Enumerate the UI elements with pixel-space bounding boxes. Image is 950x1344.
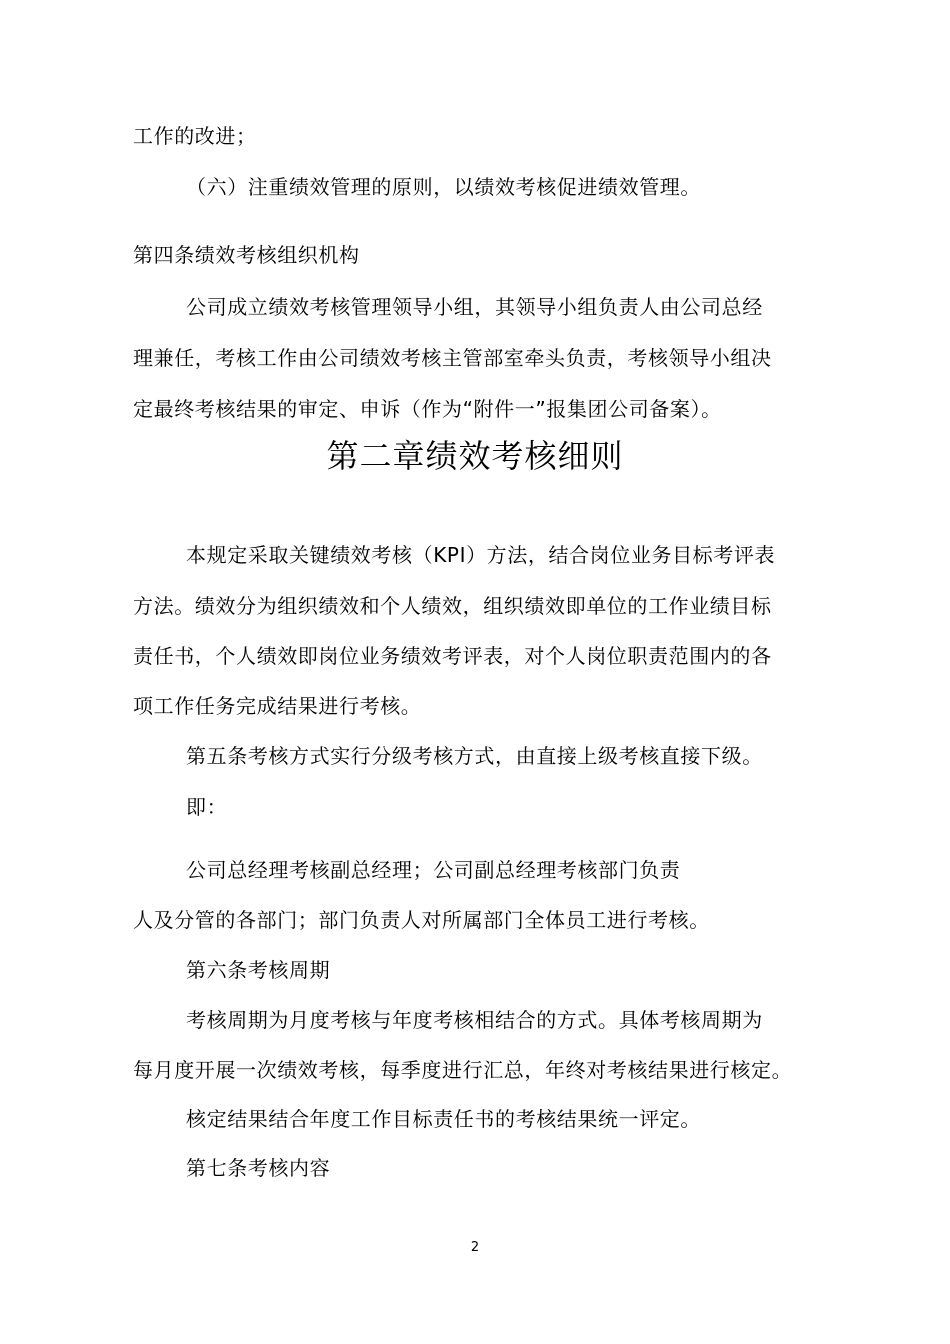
article-heading: 第四条绩效考核组织机构 bbox=[133, 243, 360, 267]
paragraph-line: 方法。绩效分为组织绩效和个人绩效，组织绩效即单位的工作业绩目标 bbox=[133, 594, 772, 618]
paragraph-line: 考核周期为月度考核与年度考核相结合的方式。具体考核周期为 bbox=[186, 1008, 763, 1032]
paragraph-line: 项工作任务完成结果进行考核。 bbox=[133, 694, 422, 718]
chapter-title: 第二章绩效考核细则 bbox=[326, 437, 624, 475]
paragraph-line: （六）注重绩效管理的原则，以绩效考核促进绩效管理。 bbox=[186, 175, 701, 199]
paragraph-line: 每月度开展一次绩效考核，每季度进行汇总，年终对考核结果进行核定。 bbox=[133, 1058, 793, 1082]
paragraph-line: 工作的改进； bbox=[133, 124, 257, 148]
paragraph-line: 公司成立绩效考核管理领导小组，其领导小组负责人由公司总经 bbox=[186, 295, 763, 319]
paragraph-line: 理兼任，考核工作由公司绩效考核主管部室牵头负责，考核领导小组决 bbox=[133, 346, 772, 370]
paragraph-line: 定最终考核结果的审定、申诉（作为“附件一”报集团公司备案）。 bbox=[133, 397, 722, 421]
page-number: 2 bbox=[470, 1240, 480, 1255]
paragraph-line: 公司总经理考核副总经理；公司副总经理考核部门负责 bbox=[186, 858, 681, 882]
paragraph-line: 即： bbox=[186, 795, 228, 819]
paragraph-line: 人及分管的各部门；部门负责人对所属部门全体员工进行考核。 bbox=[133, 908, 710, 932]
paragraph-line: 责任书，个人绩效即岗位业务绩效考评表，对个人岗位职责范围内的各 bbox=[133, 644, 772, 668]
article-heading: 第六条考核周期 bbox=[186, 958, 331, 982]
article-heading: 第五条考核方式实行分级考核方式，由直接上级考核直接下级。 bbox=[186, 744, 763, 768]
paragraph-line: 核定结果结合年度工作目标责任书的考核结果统一评定。 bbox=[186, 1107, 701, 1131]
article-heading: 第七条考核内容 bbox=[186, 1156, 331, 1180]
paragraph-line: 本规定采取关键绩效考核（KPI）方法，结合岗位业务目标考评表 bbox=[186, 543, 776, 567]
